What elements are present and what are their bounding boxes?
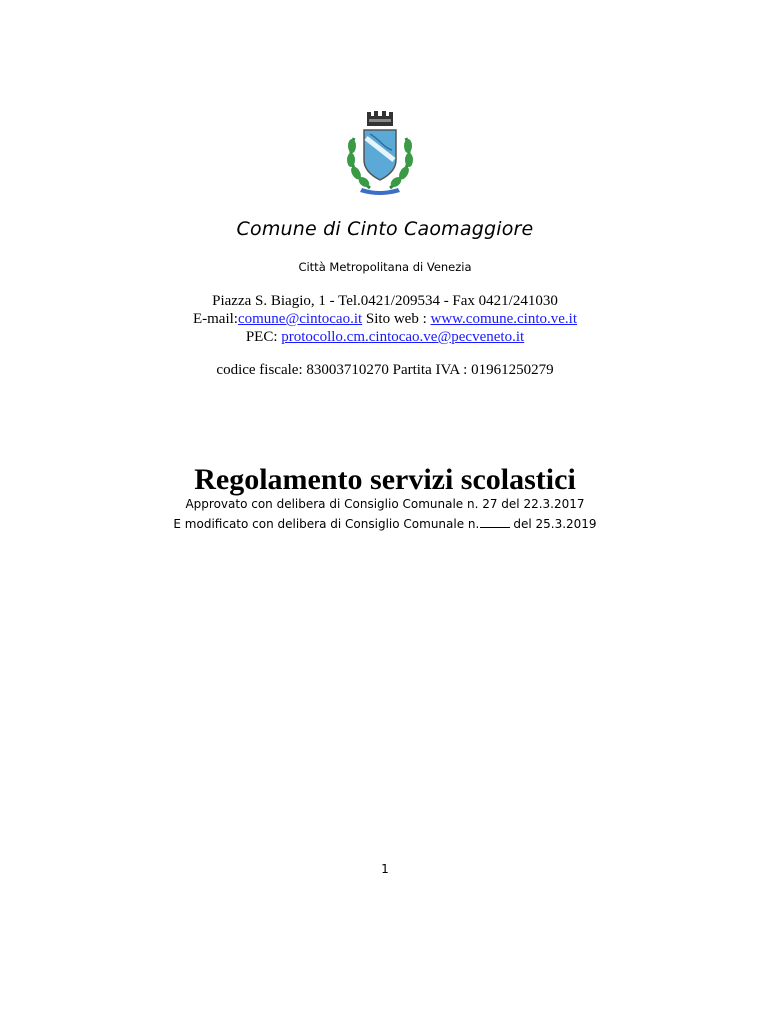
page-number: 1 — [381, 862, 389, 876]
modification-suffix: del 25.3.2019 — [513, 517, 597, 531]
pec-link[interactable]: protocollo.cm.cintocao.ve@pecveneto.it — [281, 329, 525, 345]
website-label: Sito web : — [365, 311, 427, 327]
blank-field — [480, 515, 510, 528]
fiscal-code-line: codice fiscale: 83003710270 Partita IVA : 01961250279 — [216, 362, 554, 378]
approval-note: Approvato con delibera di Consiglio Comunale n. 27 del 22.3.2017 — [185, 497, 585, 511]
metropolitan-city: Città Metropolitana di Venezia — [298, 260, 472, 274]
municipality-name: Comune di Cinto Caomaggiore — [236, 218, 534, 240]
email-label: E-mail: — [192, 311, 238, 327]
modification-prefix: E modificato con delibera di Consiglio Comunale n. — [173, 517, 480, 531]
website-link[interactable]: www.comune.cinto.ve.it — [430, 311, 578, 327]
email-link[interactable]: comune@cintocao.it — [237, 311, 363, 327]
address-line: Piazza S. Biagio, 1 - Tel.0421/209534 - Fax 0421/241030 — [212, 293, 558, 309]
document-title: Regolamento servizi scolastici — [194, 463, 576, 496]
coat-of-arms-icon — [340, 108, 420, 198]
modification-note — [0, 515, 770, 531]
pec-label: PEC: — [245, 329, 278, 345]
pec-line — [0, 329, 770, 346]
email-website-line — [0, 311, 770, 328]
